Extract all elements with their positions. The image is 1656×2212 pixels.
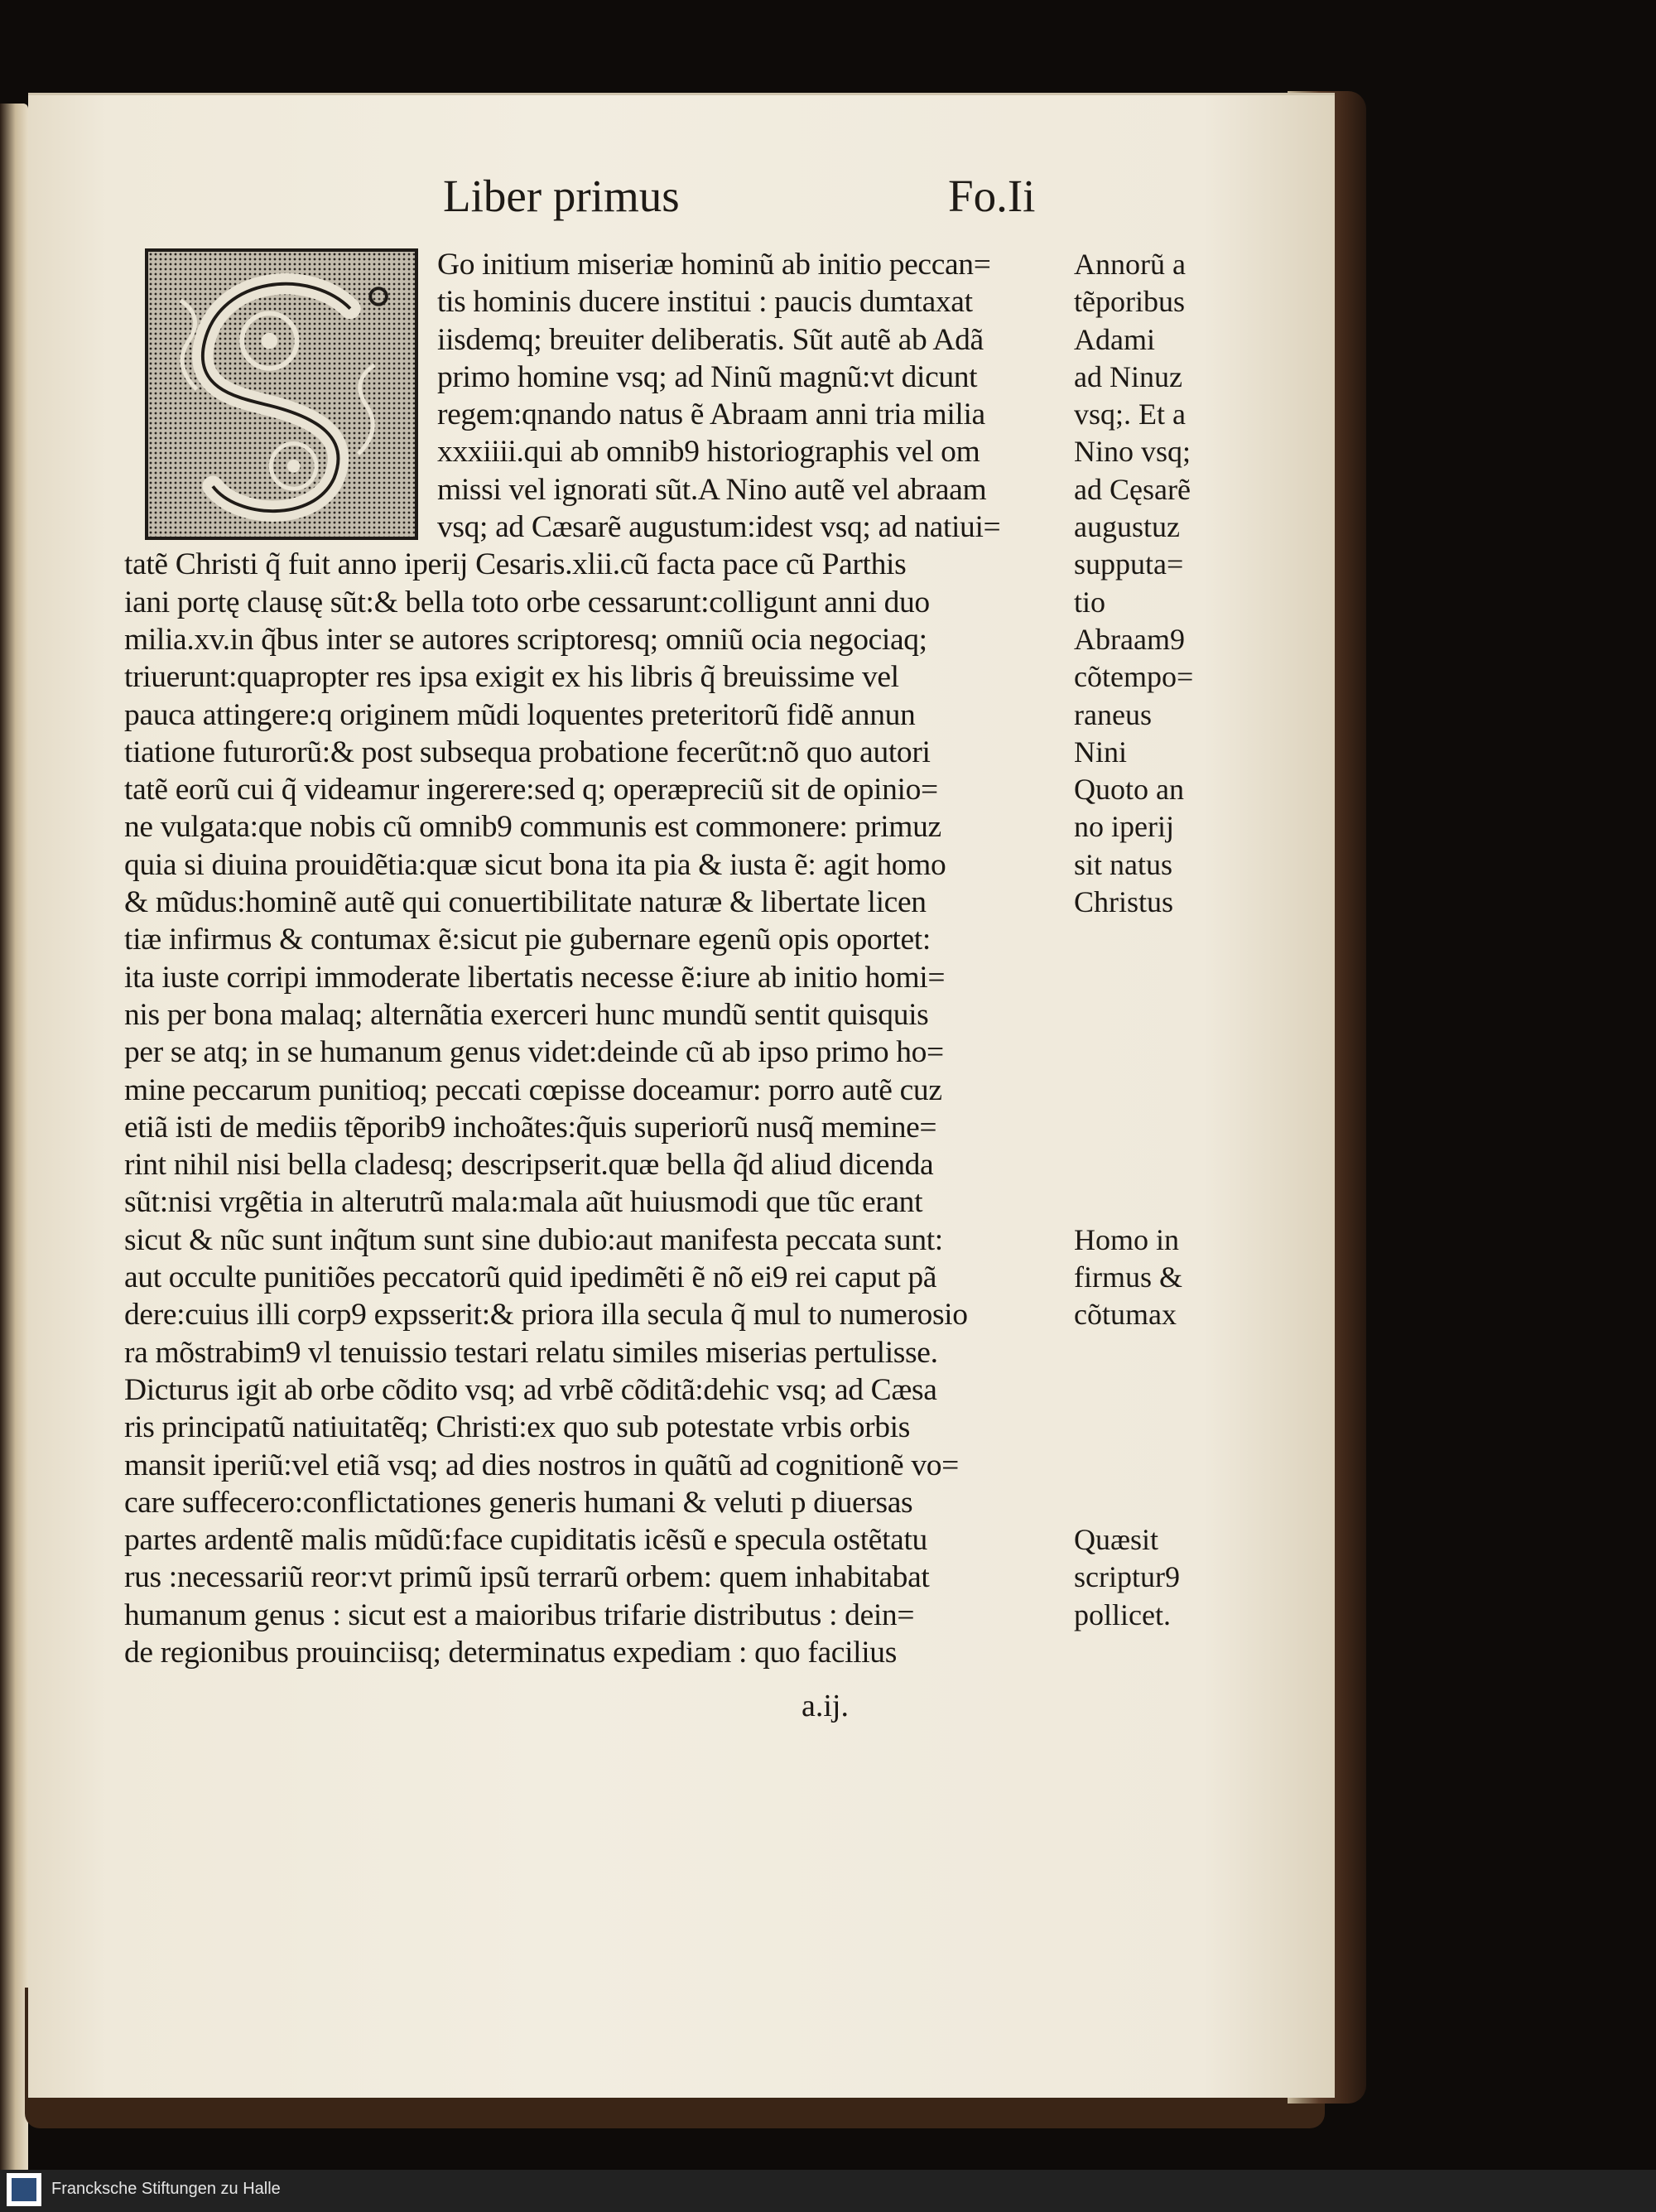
text-line: nis per bona malaq; alternãtia exerceri hunc mundũ sentit quisquis (124, 997, 929, 1032)
text-line: tis hominis ducere institui : paucis dumtaxat (437, 285, 973, 320)
signature-mark: a.ij. (802, 1689, 849, 1723)
margin-note (1074, 1183, 1231, 1221)
viewer-footer (0, 2170, 1656, 2212)
text-line: aut occulte punitiões peccatorũ quid ipedimẽti ẽ nõ ei9 rei caput pã (124, 1260, 937, 1295)
margin-note: sit natus (1074, 847, 1173, 881)
running-head-right: Fo.Ii (948, 171, 1036, 221)
text-line: dere:cuius illi corp9 expsserit:& priora illa secula q̃ mul to numerosio (124, 1298, 968, 1333)
margin-note (1074, 1484, 1231, 1521)
text-line: per se atq; in se humanum genus videt:deinde cũ ab ipso primo ho= (124, 1035, 944, 1070)
margin-note: Annorũ a (1074, 248, 1186, 281)
text-line: vsq; ad Cæsarẽ augustum:idest vsq; ad natiui= (437, 510, 1001, 545)
text-line: tiatione futurorũ:& post subsequa probatione fecerũt:nõ quo autori (124, 735, 931, 769)
text-line: ita iuste corripi immoderate libertatis necesse ẽ:iure ab initio homi= (124, 960, 946, 995)
text-line: & mũdus:hominẽ autẽ qui conuertibilitate naturæ & libertate licen (124, 885, 927, 920)
margin-note: Nino vsq; (1074, 435, 1191, 469)
text-line: rint nihil nisi bella cladesq; descripserit.quæ bella q̃d aliud dicenda (124, 1148, 934, 1183)
margin-note (1074, 1034, 1231, 1071)
text-line: care suffecero:conflictationes generis humani & veluti p diuersas (124, 1485, 913, 1520)
text-line: sicut & nũc sunt inq̃tum sunt sine dubio:aut manifesta peccata sunt: (124, 1222, 943, 1257)
margin-note (1074, 1409, 1231, 1446)
main-text-block (124, 246, 1072, 1671)
margin-note: cõtumax (1074, 1298, 1177, 1332)
text-line: mine peccarum punitioq; peccati cœpisse doceamur: porro autẽ cuz (124, 1072, 942, 1107)
margin-note: scriptur9 (1074, 1560, 1180, 1594)
margin-note (1074, 1334, 1231, 1371)
text-line: pauca attingere:q originem mũdi loquentes preteritorũ fidẽ annun (124, 697, 916, 732)
margin-note: tio (1074, 585, 1106, 619)
margin-note: Quæsit (1074, 1523, 1159, 1557)
margin-note: supputa= (1074, 547, 1184, 581)
margin-note (1074, 1371, 1231, 1409)
institution-label: Francksche Stiftungen zu Halle (51, 2180, 281, 2198)
margin-note (1074, 921, 1231, 958)
text-line: etiã isti de mediis tẽporib9 inchoãtes:q̃uis superiorũ nusq̃ memine= (124, 1110, 937, 1145)
text-line: humanum genus : sicut est a maioribus trifarie distributus : dein= (124, 1598, 915, 1632)
margin-note: Quoto an (1074, 773, 1184, 807)
text-line: de regionibus prouinciisq; determinatus expediam : quo facilius (124, 1635, 897, 1670)
margin-note: ad Cęsarẽ (1074, 472, 1191, 506)
text-line: Go initium miseriæ hominũ ab initio peccan= (437, 248, 991, 282)
margin-note (1074, 1447, 1231, 1484)
margin-note (1074, 1146, 1231, 1183)
text-line: primo homine vsq; ad Ninũ magnũ:vt dicunt (437, 359, 978, 394)
margin-note: Abraam9 (1074, 622, 1185, 656)
margin-note: firmus & (1074, 1260, 1182, 1294)
marginal-notes (1074, 246, 1231, 1634)
text-line: xxxiiii.qui ab omnib9 historiographis vel om (437, 435, 980, 470)
margin-note: augustuz (1074, 510, 1180, 544)
margin-note (1074, 1072, 1231, 1109)
text-line: regem:qnando natus ẽ Abraam anni tria milia (437, 398, 985, 432)
margin-note: cõtempo= (1074, 660, 1194, 694)
left-page-edge (0, 104, 28, 2174)
text-line: Dicturus igit ab orbe cõdito vsq; ad vrbẽ cõditã:dehic vsq; ad Cæsa (124, 1372, 937, 1407)
text-line: partes ardentẽ malis mũdũ:face cupiditatis icẽsũ e specula ostẽtatu (124, 1523, 927, 1558)
text-line: sũt:nisi vrgẽtia in alterutrũ mala:mala aũt huiusmodi que tũc erant (124, 1185, 923, 1220)
margin-note (1074, 959, 1231, 996)
text-line: iani portę clausę sũt:& bella toto orbe cessarunt:colligunt anni duo (124, 585, 930, 619)
margin-note: pollicet. (1074, 1598, 1171, 1631)
margin-note: ad Ninuz (1074, 359, 1182, 393)
text-line: tiæ infirmus & contumax ẽ:sicut pie gubernare egenũ opis oportet: (124, 923, 931, 957)
running-head-left: Liber primus (443, 171, 680, 221)
text-line: triuerunt:quapropter res ipsa exigit ex his libris q̃ breuissime vel (124, 660, 899, 695)
text-line: ris principatũ natiuitatẽq; Christi:ex quo sub potestate vrbis orbis (124, 1410, 910, 1445)
text-line: missi vel ignorati sũt.A Nino autẽ vel abraam (437, 472, 987, 507)
institution-logo-icon (7, 2173, 41, 2206)
margin-note: tẽporibus (1074, 285, 1185, 319)
margin-note: Adami (1074, 322, 1155, 356)
text-line: milia.xv.in q̃bus inter se autores scriptoresq; omniũ ocia negociaq; (124, 622, 927, 657)
text-line: ne vulgata:que nobis cũ omnib9 communis est commonere: primuz (124, 810, 941, 845)
margin-note (1074, 1109, 1231, 1146)
text-line: iisdemq; breuiter deliberatis. Sũt autẽ ab Adã (437, 322, 984, 357)
text-line: ra mõstrabim9 vl tenuissio testari relatu similes miserias pertulisse. (124, 1335, 938, 1370)
text-line: rus :necessariũ reor:vt primũ ipsũ terrarũ orbem: quem inhabitabat (124, 1560, 930, 1595)
margin-note: no iperij (1074, 810, 1174, 844)
text-line: tatẽ eorũ cui q̃ videamur ingerere:sed q; operæpreciũ sit de opinio= (124, 773, 938, 807)
margin-note (1074, 996, 1231, 1034)
margin-note: raneus (1074, 697, 1152, 731)
text-line: tatẽ Christi q̃ fuit anno iperij Cesaris.xlii.cũ facta pace cũ Parthis (124, 547, 907, 582)
margin-note: vsq;. Et a (1074, 398, 1186, 431)
margin-note: Homo in (1074, 1222, 1180, 1256)
text-line: quia si diuina prouidẽtia:quæ sicut bona ita pia & iusta ẽ: agit homo (124, 847, 946, 882)
margin-note: Christus (1074, 885, 1174, 919)
margin-note: Nini (1074, 735, 1128, 769)
text-line: mansit iperiũ:vel etiã vsq; ad dies nostros in quãtũ ad cognitionẽ vo= (124, 1448, 959, 1482)
